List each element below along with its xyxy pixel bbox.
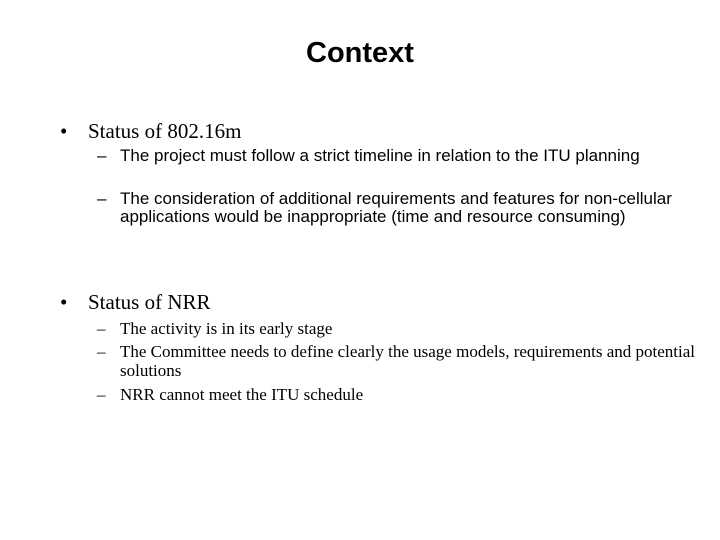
dash-marker: – — [97, 385, 106, 404]
sub-bullet-text: The Committee needs to define clearly the usage models, requirements and potential solutions — [120, 342, 695, 380]
dash-marker: – — [97, 189, 107, 208]
dash-marker: – — [97, 319, 106, 338]
sub-bullet-text: The consideration of additional requirements and features for non-cellular applications would be inappropriate (time and resource consuming) — [120, 189, 672, 226]
sub-bullet-text: The project must follow a strict timeline in relation to the ITU planning — [120, 146, 640, 165]
dash-marker: – — [97, 342, 106, 361]
slide-title: Context — [306, 37, 414, 69]
dash-marker: – — [97, 146, 107, 165]
bullet-heading: Status of 802.16m — [88, 119, 242, 143]
bullet-marker: • — [60, 290, 68, 314]
sub-bullet-text: The activity is in its early stage — [120, 319, 333, 338]
sub-bullet-text: NRR cannot meet the ITU schedule — [120, 385, 364, 404]
bullet-marker: • — [60, 119, 68, 143]
bullet-heading: Status of NRR — [88, 290, 211, 314]
